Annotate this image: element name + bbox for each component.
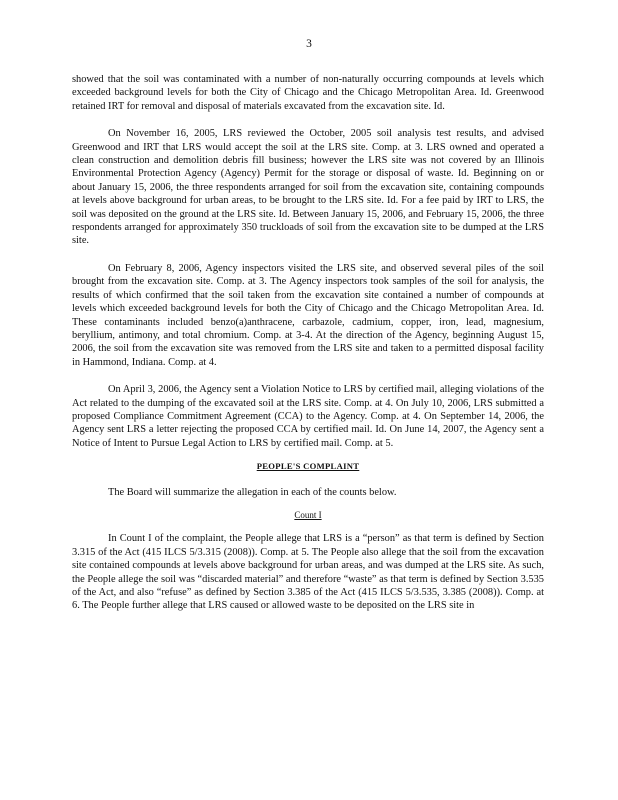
section-heading: PEOPLE'S COMPLAINT [256,461,360,472]
paragraph-november-2005: On November 16, 2005, LRS reviewed the October, 2005 soil analysis test results, and advised Greenwood and IRT that LRS would accept the soil at the LRS site. Comp. at 3. LRS owned and operated a clean construction and demolition debris fill business; however the LRS site was not covered by an Illinois Environmental Protection Agency (Agency) Permit for the storage or disposal of waste. Id. Beginning on or about January 15, 2006, the three respondents arranged for soil from the excavation site, containing compounds at levels above background for urban areas, to be brought to the LRS site. Id. For a fee paid by IRT to LRS, the soil was deposited on the ground at the LRS site. Id. Between January 15, 2006, and February 15, 2006, the three respondents arranged for approximately 350 truckloads of soil from the excavation site to be dumped at the LRS site. [72,128,544,247]
summary-sentence: The Board will summarize the allegation in each of the counts below. [108,486,397,498]
paragraph-april-2006: On April 3, 2006, the Agency sent a Violation Notice to LRS by certified mail, alleging violations of the Act related to the dumping of the excavated soil at the LRS site. Comp. at 4. On July 10, 2006, LRS submitted a proposed Compliance Commitment Agreement (CCA) to the Agency. Comp. at 4. On September 14, 2006, the Agency sent LRS a letter rejecting the proposed CCA by certified mail. Id. On June 14, 2007, the Agency sent a Notice of Intent to Pursue Legal Action to LRS by certified mail. Comp. at 5. [72,384,544,449]
count-heading: Count I [294,509,322,520]
page-number: 3 [306,38,312,50]
paragraph-continuation: showed that the soil was contaminated with a number of non-naturally occurring compounds at levels which exceeded background levels for both the City of Chicago and the Chicago Metropolitan Area. Id. Greenwood retained IRT for removal and disposal of materials excavated from the excavation site. Id. [72,74,544,112]
document-body [72,73,544,613]
paragraph-february-2006: On February 8, 2006, Agency inspectors visited the LRS site, and observed several piles of the soil brought from the excavation site. Comp. at 3. The Agency inspectors took samples of the soil for analysis, the results of which confirmed that the soil taken from the excavation site contained a number of compounds at levels which exceeded background levels for both the City of Chicago and the Chicago Metropolitan Area. Id. These contaminants included benzo(a)anthracene, carbazole, cadmium, copper, iron, lead, magnesium, beryllium, antimony, and total chromium. Comp. at 3-4. At the direction of the Agency, beginning August 15, 2006, the soil from the excavation site was removed from the LRS site and taken to a permitted disposal facility in Hammond, Indiana. Comp. at 4. [72,262,544,368]
paragraph-count-one: In Count I of the complaint, the People allege that LRS is a “person” as that term is defined by Section 3.315 of the Act (415 ILCS 5/3.315 (2008)). Comp. at 5. The People also allege that the soil from the excavation site contained compounds at levels above background for urban areas, and was dumped at the LRS site. As such, the People allege the soil was “discarded material” and therefore “waste” as that term is defined by Section 3.535 of the Act, and also “refuse” as defined by Section 3.385 of the Act (415 ILCS 5/3.535, 3.385 (2008)). Comp. at 6. The People further allege that LRS caused or allowed waste to be deposited on the LRS site in [72,533,544,612]
